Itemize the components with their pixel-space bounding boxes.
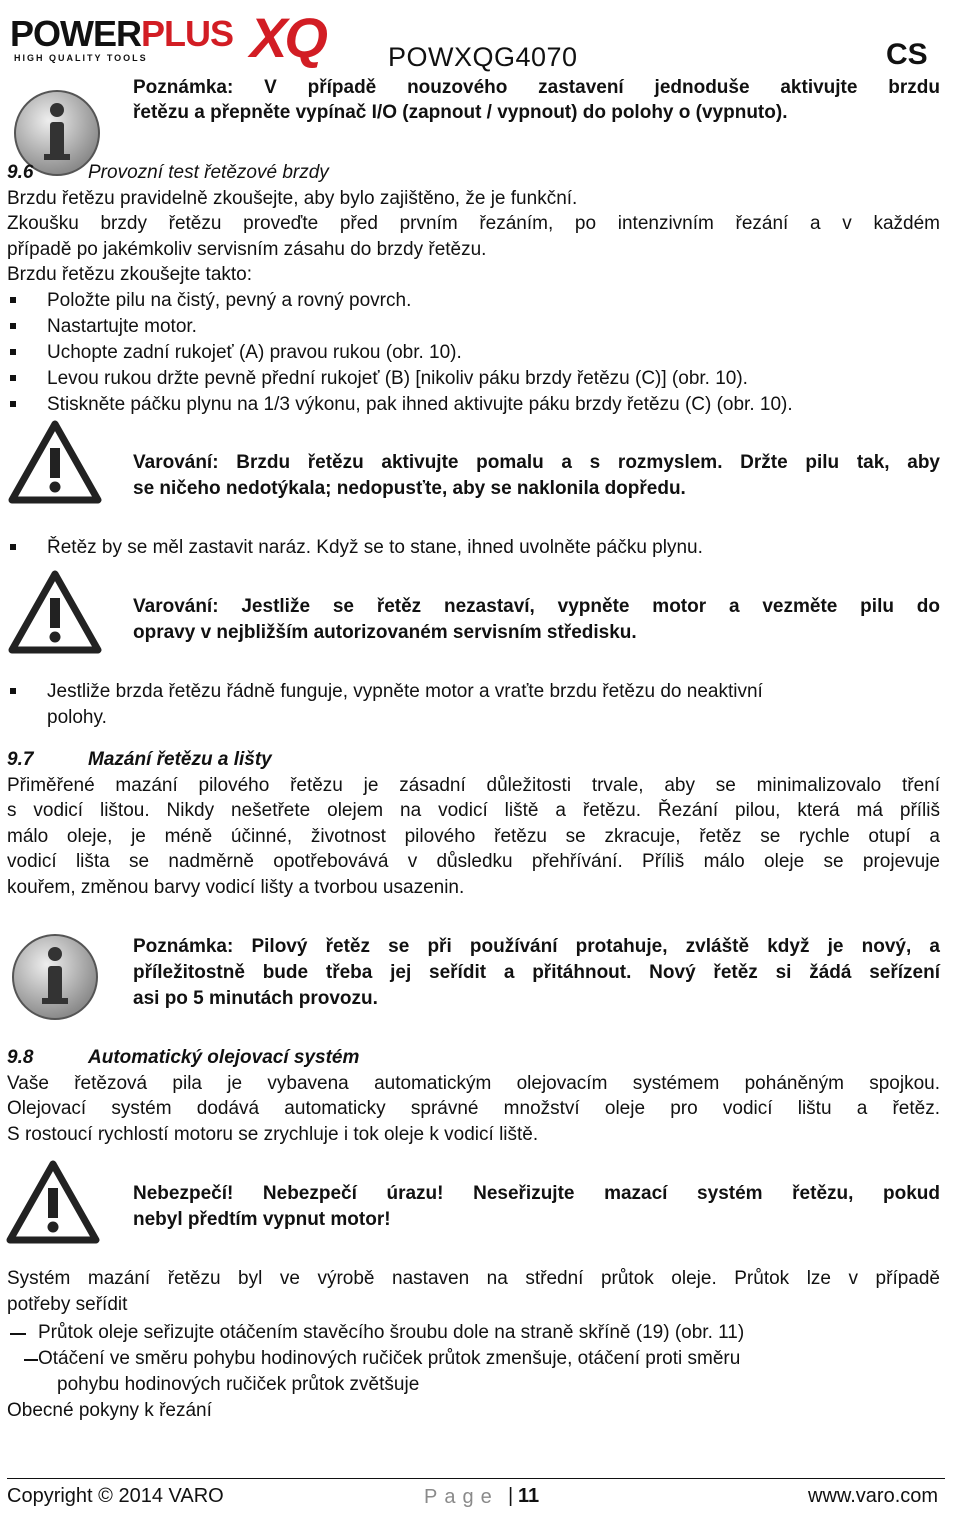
- footer-copyright: Copyright © 2014 VARO: [7, 1485, 224, 1507]
- section-number: 9.8: [7, 1047, 34, 1068]
- body-text: Obecné pokyny k řezání: [7, 1400, 212, 1421]
- brand-logo: [10, 6, 355, 70]
- danger-text: Nebezpečí! Nebezpečí úrazu! Neseřizujte mazací systém řetězu, pokud: [133, 1183, 940, 1204]
- section-title: Mazání řetězu a lišty: [88, 749, 272, 770]
- bullet-marker: [10, 688, 16, 694]
- list-item: Položte pilu na čistý, pevný a rovný povrch.: [47, 290, 412, 311]
- body-text: Olejovací systém dodává automaticky správné množství oleje pro vodicí lištu a řetěz.: [7, 1098, 940, 1119]
- body-text: Systém mazání řetězu byl ve výrobě nastaven na střední průtok oleje. Průtok lze v případě: [7, 1268, 940, 1289]
- warning-icon: [8, 570, 102, 654]
- footer-separator: |: [508, 1485, 514, 1507]
- bullet-marker: [10, 401, 16, 407]
- dash-marker: [10, 1333, 26, 1335]
- body-text: kouřem, změnou barvy vodicí lišty a tvorbou usazenin.: [7, 877, 465, 898]
- logo-wordmark: [10, 13, 234, 54]
- list-item: Nastartujte motor.: [47, 316, 197, 337]
- logo-xq: XQ: [250, 6, 325, 69]
- note-line: řetězu a přepněte vypínač I/O (zapnout / vypnout) do polohy o (vypnuto).: [133, 102, 788, 123]
- bullet-marker: [10, 375, 16, 381]
- section-number: 9.7: [7, 749, 34, 770]
- logo-power-text: POWER: [10, 13, 142, 54]
- body-text: potřeby seřídit: [7, 1294, 128, 1315]
- dash-marker: [24, 1359, 38, 1361]
- footer-rule: [7, 1478, 945, 1479]
- body-text: Zkoušku brzdy řetězu proveďte před prvním řezáním, po intenzivním řezání a v každém: [7, 213, 940, 234]
- section-title: Provozní test řetězové brzdy: [88, 162, 329, 183]
- model-number: POWXQG4070: [388, 42, 578, 72]
- section-number: 9.6: [7, 162, 34, 183]
- info-icon: [10, 932, 100, 1022]
- list-item: Jestliže brzda řetězu řádně funguje, vypněte motor a vraťte brzdu řetězu do neaktivní: [47, 681, 763, 702]
- note-line: Poznámka: Pilový řetěz se při používání protahuje, zvláště když je nový, a: [133, 936, 940, 957]
- warning-text: se ničeho nedotýkala; nedopusťte, aby se naklonila dopředu.: [133, 478, 686, 499]
- body-text: Přiměřené mazání pilového řetězu je zásadní důležitosti trvale, aby se minimalizovalo tření: [7, 775, 940, 796]
- warning-text: opravy v nejbližším autorizovaném servisním středisku.: [133, 622, 637, 643]
- section-title: Automatický olejovací systém: [88, 1047, 360, 1068]
- logo-tagline: HIGH QUALITY TOOLS: [14, 53, 148, 63]
- list-item: Průtok oleje seřizujte otáčením stavěcího šroubu dole na straně skříně (19) (obr. 11): [38, 1322, 745, 1343]
- logo-plus-text: PLUS: [141, 13, 234, 54]
- body-text: případě po jakémkoliv servisním zásahu do brzdy řetězu.: [7, 239, 487, 260]
- list-item: Uchopte zadní rukojeť (A) pravou rukou (obr. 10).: [47, 342, 462, 363]
- body-text: Vaše řetězová pila je vybavena automatickým olejovacím systémem poháněným spojkou.: [7, 1073, 940, 1094]
- footer-website: www.varo.com: [808, 1485, 939, 1507]
- list-item: Levou rukou držte pevně přední rukojeť (B) [nikoliv páku brzdy řetězu (C)] (obr. 10).: [47, 368, 748, 389]
- body-text: vodicí lišta se nadměrně opotřebovává v důsledku přehřívání. Příliš málo oleje se projevuje: [7, 851, 940, 872]
- bullet-marker: [10, 297, 16, 303]
- language-code: CS: [886, 38, 928, 71]
- body-text: Brzdu řetězu zkoušejte takto:: [7, 264, 253, 285]
- bullet-marker: [10, 349, 16, 355]
- warning-text: Varování: Brzdu řetězu aktivujte pomalu a s rozmyslem. Držte pilu tak, aby: [133, 452, 940, 473]
- body-text: Brzdu řetězu pravidelně zkoušejte, aby bylo zajištěno, že je funkční.: [7, 188, 578, 209]
- bullet-marker: [10, 323, 16, 329]
- list-item: Stiskněte páčku plynu na 1/3 výkonu, pak ihned aktivujte páku brzdy řetězu (C) (obr. 10).: [47, 394, 793, 415]
- warning-icon: [6, 1160, 100, 1244]
- note-line: Poznámka: V případě nouzového zastavení jednoduše aktivujte brzdu: [133, 77, 940, 98]
- list-item: Řetěz by se měl zastavit naráz. Když se to stane, ihned uvolněte páčku plynu.: [47, 537, 703, 558]
- footer-page-label: Page: [424, 1486, 499, 1508]
- note-line: asi po 5 minutách provozu.: [133, 988, 378, 1009]
- body-text: S rostoucí rychlostí motoru se zrychluje i tok oleje k vodicí liště.: [7, 1124, 539, 1145]
- warning-icon: [8, 420, 102, 504]
- list-item: polohy.: [47, 707, 107, 728]
- list-item: pohybu hodinových ručiček průtok zvětšuje: [57, 1374, 420, 1395]
- danger-text: nebyl předtím vypnut motor!: [133, 1209, 391, 1230]
- list-item: Otáčení ve směru pohybu hodinových ručiček průtok zmenšuje, otáčení proti směru: [38, 1348, 741, 1369]
- warning-text: Varování: Jestliže se řetěz nezastaví, vypněte motor a vezměte pilu do: [133, 596, 940, 617]
- footer-page-number: 11: [518, 1485, 540, 1507]
- body-text: s vodicí lištou. Nikdy nešetřete olejem na vodicí liště a řetězu. Řezání pilou, která má příliš: [7, 800, 940, 821]
- body-text: málo oleje, je méně účinné, životnost pilového řetězu se zkracuje, řetěz se rychle otupí a: [7, 826, 940, 847]
- bullet-marker: [10, 544, 16, 550]
- note-line: příležitostně bude třeba jej seřídit a přitáhnout. Nový řetěz si žádá seřízení: [133, 962, 940, 983]
